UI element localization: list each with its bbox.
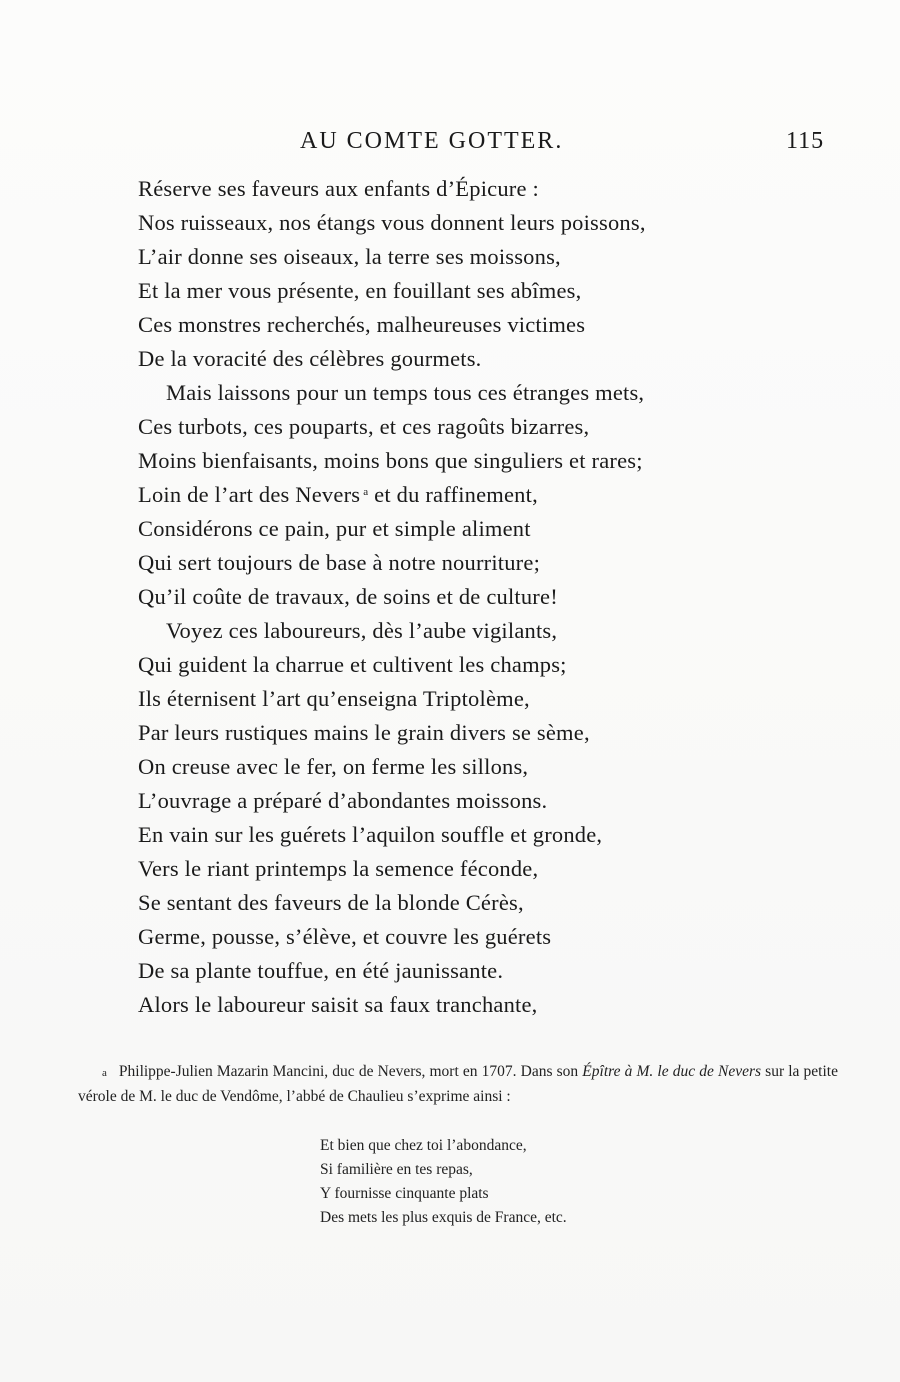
footnote <box>78 1060 838 1109</box>
poem-line: On creuse avec le fer, on ferme les sillons, <box>138 754 529 779</box>
poem-line: L’air donne ses oiseaux, la terre ses moissons, <box>138 244 561 269</box>
poem-line: Ces monstres recherchés, malheureuses victimes <box>138 312 586 337</box>
poem <box>138 172 798 1022</box>
poem-line: En vain sur les guérets l’aquilon souffle et gronde, <box>138 822 603 847</box>
poem-line: De la voracité des célèbres gourmets. <box>138 346 482 371</box>
poem-line: Qui sert toujours de base à notre nourriture; <box>138 550 541 575</box>
quotation-line: Et bien que chez toi l’abondance, <box>320 1137 527 1154</box>
poem-line: Moins bienfaisants, moins bons que singuliers et rares; <box>138 448 643 473</box>
running-head <box>0 128 900 162</box>
poem-line-indented: Mais laissons pour un temps tous ces étranges mets, <box>166 380 645 405</box>
poem-line-tail: et du raffinement, <box>368 482 538 507</box>
poem-line: Vers le riant printemps la semence féconde, <box>138 856 539 881</box>
poem-line: Considérons ce pain, pur et simple aliment <box>138 516 531 541</box>
running-title: AU COMTE GOTTER. <box>300 128 564 154</box>
poem-line-head: Loin de l’art des Nevers <box>138 482 361 507</box>
poem-line: Germe, pousse, s’élève, et couvre les guérets <box>138 924 552 949</box>
poem-line: Ils éternisent l’art qu’enseigna Triptolème, <box>138 686 530 711</box>
footnote-work-title: Épître à M. le duc de Nevers <box>582 1063 762 1080</box>
poem-line: Par leurs rustiques mains le grain divers se sème, <box>138 720 590 745</box>
poem-line: L’ouvrage a préparé d’abondantes moissons. <box>138 788 548 813</box>
poem-line-with-note <box>138 478 798 512</box>
poem-line: Réserve ses faveurs aux enfants d’Épicure : <box>138 176 539 201</box>
poem-line: Ces turbots, ces pouparts, et ces ragoûts bizarres, <box>138 414 590 439</box>
poem-line: Qu’il coûte de travaux, de soins et de culture! <box>138 584 558 609</box>
quotation-line: Si familière en tes repas, <box>320 1161 473 1178</box>
footnote-mark: a <box>102 1067 107 1079</box>
poem-line: Nos ruisseaux, nos étangs vous donnent leurs poissons, <box>138 210 646 235</box>
poem-line: De sa plante touffue, en été jaunissante. <box>138 958 504 983</box>
poem-line: Se sentant des faveurs de la blonde Cérès, <box>138 890 524 915</box>
quotation-line: Y fournisse cinquante plats <box>320 1185 489 1202</box>
footnote-quotation <box>320 1134 567 1230</box>
footnote-reference[interactable]: a <box>363 486 369 498</box>
poem-line: Et la mer vous présente, en fouillant ses abîmes, <box>138 278 582 303</box>
page-number: 115 <box>786 128 825 154</box>
quotation-line: Des mets les plus exquis de France, etc. <box>320 1209 567 1226</box>
footnote-text-start: Philippe-Julien Mazarin Mancini, duc de Nevers, mort en 1707. Dans son <box>118 1063 583 1080</box>
footnote-text-end: sur la petite vérole de M. le duc de Vendôme, l’abbé de Chaulieu s’exprime ainsi : <box>78 1063 838 1105</box>
poem-line: Qui guident la charrue et cultivent les champs; <box>138 652 567 677</box>
poem-line: Alors le laboureur saisit sa faux tranchante, <box>138 992 538 1017</box>
poem-line-indented: Voyez ces laboureurs, dès l’aube vigilants, <box>166 618 558 643</box>
